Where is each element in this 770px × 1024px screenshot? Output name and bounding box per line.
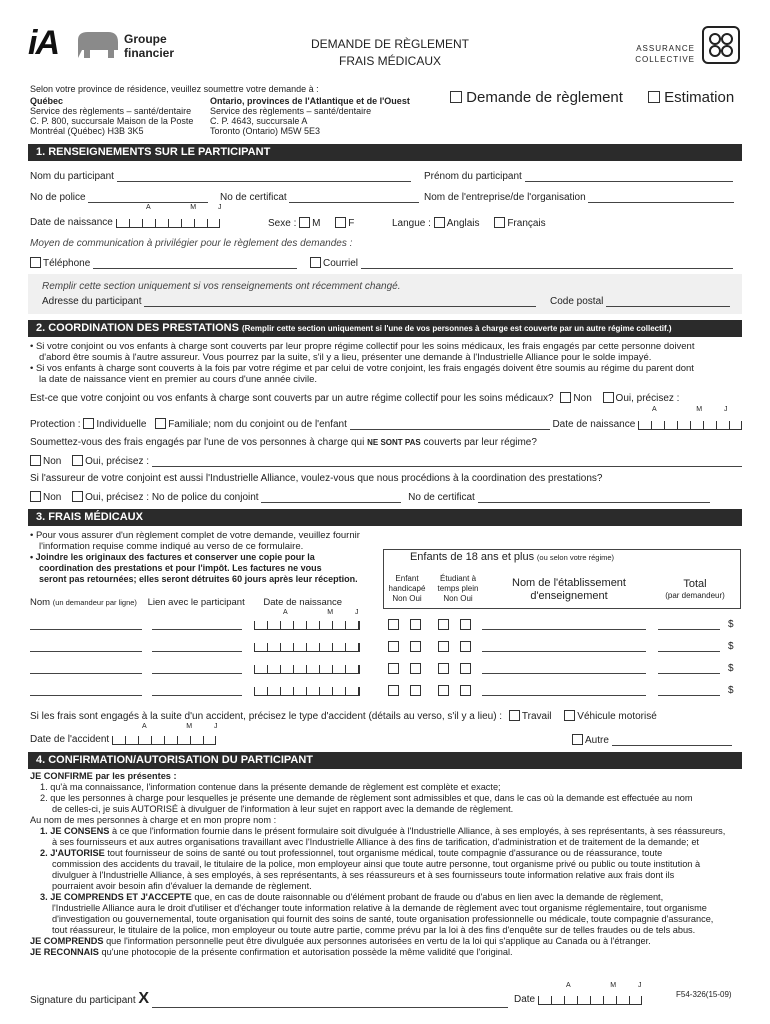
vehicule-checkbox[interactable] xyxy=(564,710,575,721)
telephone-row xyxy=(30,257,297,269)
entreprise-row xyxy=(424,192,734,203)
protection-label: Protection : xyxy=(30,419,81,430)
enfants-title: Enfants de 18 ans et plus xyxy=(409,551,535,563)
q2-non-label: Non xyxy=(43,456,62,467)
q1-oui-checkbox[interactable] xyxy=(603,392,614,403)
handicape-oui-checkbox[interactable] xyxy=(410,641,421,652)
etudiant-non-checkbox[interactable] xyxy=(438,685,449,696)
courriel-row xyxy=(310,257,733,269)
q3-answer-row xyxy=(30,491,710,503)
travail-label: Travail xyxy=(521,711,552,722)
on-title: Ontario, provinces de l'Atlantique et de l'Ouest xyxy=(210,96,410,106)
certif-field[interactable] xyxy=(289,194,419,203)
logo-line1: Groupe xyxy=(124,32,167,46)
expense-dob-field[interactable] xyxy=(254,643,360,652)
dob-m: M xyxy=(190,204,197,211)
dollar-sign: $ xyxy=(728,619,734,630)
langue-label: Langue : xyxy=(392,218,431,229)
expense-total-field[interactable] xyxy=(658,643,720,652)
entreprise-label: Nom de l'entreprise/de l'organisation xyxy=(424,192,586,203)
section2-title: 2. COORDINATION DES PRESTATIONS xyxy=(36,322,239,334)
au-nom-label: Au nom de mes personnes à charge et en mon propre nom : xyxy=(30,815,277,825)
q2-label-a: Soumettez-vous des frais engagés par l'une de vos personnes à charge qui xyxy=(30,437,368,448)
title-line1: DEMANDE DE RÈGLEMENT xyxy=(310,37,470,51)
q2-oui-label: Oui, précisez : xyxy=(85,456,150,467)
expense-nom-field[interactable] xyxy=(30,621,142,630)
prot-m: M xyxy=(696,406,703,413)
expense-nom-field[interactable] xyxy=(30,665,142,674)
q1-row xyxy=(30,392,679,404)
estimation-label: Estimation xyxy=(664,89,735,106)
consent-1: 1. JE CONSENS à ce que l'information fournie dans le présent formulaire soit divulguée à l'Industrielle Alliance, à ses employés, à ses représentants, à ses réassureurs, xyxy=(40,826,726,836)
q3-certif-label: No de certificat xyxy=(408,492,475,503)
courriel-checkbox[interactable] xyxy=(310,257,321,268)
code-label: Code postal xyxy=(550,296,604,307)
badge-line1: ASSURANCE xyxy=(636,44,695,53)
badge-line2: COLLECTIVE xyxy=(635,55,695,64)
on-line2: C. P. 4643, succursale A xyxy=(210,116,308,126)
s2-bullet2: • Si vos enfants à charge sont couverts à la fois par votre régime et par celui de votre conjoint, les frais engagés doivent être soumis au régime du parent dont xyxy=(30,363,694,374)
s3-bullets xyxy=(30,530,390,585)
prot-amj-header xyxy=(652,406,728,413)
handicape-non-checkbox[interactable] xyxy=(388,619,399,630)
adresse-row xyxy=(42,296,536,307)
qc-line1: Service des règlements – santé/dentaire xyxy=(30,106,192,116)
address-quebec xyxy=(30,96,193,136)
code-field[interactable] xyxy=(606,298,730,307)
telephone-label: Téléphone xyxy=(43,258,91,269)
s2-bullet1: • Si votre conjoint ou vos enfants à charge sont couverts par leur propre régime collectif pour les soins médicaux, les frais engagés par cette personne doivent xyxy=(30,341,695,352)
etudiant-oui-checkbox[interactable] xyxy=(460,619,471,630)
remplir-note: Remplir cette section uniquement si vos renseignements ont récemment changé. xyxy=(42,281,401,292)
adresse-field[interactable] xyxy=(144,298,536,307)
qc-line3: Montréal (Québec) H3B 3K5 xyxy=(30,126,144,136)
confirme-label: JE CONFIRME par les présentes : xyxy=(30,771,177,781)
date-accident-label: Date de l'accident xyxy=(30,734,110,745)
s3-bullet2-cont2: seront pas retournées; elles seront détruites 60 jours après leur réception. xyxy=(39,574,358,584)
autre-row xyxy=(572,734,732,746)
etudiant-oui-checkbox[interactable] xyxy=(460,663,471,674)
expense-row xyxy=(30,687,742,701)
expense-lien-field[interactable] xyxy=(152,687,242,696)
handicape-oui-checkbox[interactable] xyxy=(410,685,421,696)
s3-bullet1-cont: l'information requise comme indiqué au verso de ce formulaire. xyxy=(39,541,304,552)
prot-dob-label: Date de naissance xyxy=(552,419,636,430)
dob-j: J xyxy=(218,204,222,211)
certif-conjoint-field[interactable] xyxy=(478,494,710,503)
q2-label-c: couverts par leur régime? xyxy=(420,437,537,448)
telephone-field[interactable] xyxy=(93,260,297,269)
nom-field[interactable] xyxy=(117,173,411,182)
accident-row xyxy=(30,710,657,722)
qc-line2: C. P. 800, succursale Maison de la Poste xyxy=(30,116,194,126)
familiale-checkbox[interactable] xyxy=(155,418,166,429)
q3-row xyxy=(30,473,602,484)
estimation-checkbox[interactable] xyxy=(648,91,660,103)
s3-lien-label: Lien avec le participant xyxy=(147,597,245,608)
s3-amj-header: A M J xyxy=(283,609,359,616)
certif-label: No de certificat xyxy=(220,192,287,203)
q2-oui-checkbox[interactable] xyxy=(72,455,83,466)
q1-non-label: Non xyxy=(573,393,592,404)
form-title xyxy=(290,36,490,70)
expense-etab-field[interactable] xyxy=(482,665,646,674)
s2-bullet2-cont: la date de naissance vient en premier au cours d'une année civile. xyxy=(39,374,318,385)
moyen-label: Moyen de communication à privilégier pour le règlement des demandes : xyxy=(30,238,353,249)
expense-lien-field[interactable] xyxy=(152,665,242,674)
consent-2: 2. J'AUTORISE tout fournisseur de soins de santé ou tout professionnel, tout organisme médical, toute compagnie d'assurance ou de réassurance, toute xyxy=(40,848,663,858)
sexe-row xyxy=(268,217,354,229)
expense-total-field[interactable] xyxy=(658,687,720,696)
on-line1: Service des règlements – santé/dentaire xyxy=(210,106,372,116)
q3-oui-checkbox[interactable] xyxy=(72,491,83,502)
expense-etab-field[interactable] xyxy=(482,621,646,630)
sexe-m-checkbox[interactable] xyxy=(299,217,310,228)
certif-row xyxy=(220,192,419,203)
expense-nom-field[interactable] xyxy=(30,687,142,696)
expense-etab-field[interactable] xyxy=(482,643,646,652)
consent-2-cont1: commission des accidents du travail, le titulaire de la police, mon employeur ainsi que toute autre personne, tout organisme privé ou public ou toute institution à xyxy=(52,859,701,869)
on-line3: Toronto (Ontario) M5W 5E3 xyxy=(210,126,321,136)
sig-date-field[interactable] xyxy=(538,996,642,1005)
prenom-field[interactable] xyxy=(525,173,733,182)
naissance-label: Date de naissance xyxy=(30,217,113,228)
logo xyxy=(28,26,178,66)
signature-label: Signature du participant xyxy=(30,995,136,1006)
q3-oui-label: Oui, précisez : No de police du conjoint xyxy=(85,492,259,503)
confirm-2-cont: de celles-ci, je suis AUTORISÉ à divulguer de l'information à leur sujet en rapport avec la demande de règlement. xyxy=(52,804,514,814)
expense-dob-field[interactable] xyxy=(254,687,360,696)
consent-2-cont2: divulguer à l'Industrielle Alliance, à ses employés, à ses représentants, à ses réassureurs et à ses fournisseurs toute information relative aux frais dont ils xyxy=(52,870,675,880)
q2-label-b: NE SONT PAS xyxy=(367,438,421,447)
prot-a: A xyxy=(652,406,657,413)
qc-title: Québec xyxy=(30,96,64,106)
etudiant-non-checkbox[interactable] xyxy=(438,641,449,652)
autre-label: Autre xyxy=(585,735,609,746)
autre-field[interactable] xyxy=(612,737,732,746)
expense-lien-field[interactable] xyxy=(152,621,242,630)
police-conjoint-field[interactable] xyxy=(261,494,401,503)
handicape-non-checkbox[interactable] xyxy=(388,685,399,696)
s2-bullets xyxy=(30,341,742,385)
s3-nom-label: Nom xyxy=(30,597,51,608)
signature-field[interactable] xyxy=(152,996,508,1008)
s3-bullet2: • Joindre les originaux des factures et conserver une copie pour la xyxy=(30,552,315,562)
travail-checkbox[interactable] xyxy=(509,710,520,721)
confirm-1: 1. qu'à ma connaissance, l'information contenue dans la présente demande de règlement est complète et exacte; xyxy=(40,782,501,792)
consent-3-cont2: d'investigation ou gouvernemental, toute organisation qui fournit des soins de santé, toute organisation professionnelle ou médicale, toute compagnie d'assurance, xyxy=(52,914,714,924)
nom-label: Nom du participant xyxy=(30,171,114,182)
expense-total-field[interactable] xyxy=(658,665,720,674)
title-line2: FRAIS MÉDICAUX xyxy=(338,54,441,68)
q3-non-label: Non xyxy=(43,492,62,503)
handicape-oui-checkbox[interactable] xyxy=(410,663,421,674)
q2-non-checkbox[interactable] xyxy=(30,455,41,466)
q2-row xyxy=(30,437,537,448)
logo-line2: financier xyxy=(124,46,175,60)
q3-non-checkbox[interactable] xyxy=(30,491,41,502)
sig-date-row xyxy=(514,994,642,1005)
type-estimation[interactable] xyxy=(648,89,734,106)
individuelle-checkbox[interactable] xyxy=(83,418,94,429)
sig-amj-header: A M J xyxy=(566,982,642,989)
s3-nom-note: (un demandeur par ligne) xyxy=(52,598,137,607)
prenom-label: Prénom du participant xyxy=(424,171,522,182)
etudiant-non-checkbox[interactable] xyxy=(438,663,449,674)
sexe-f-label: F xyxy=(348,218,355,229)
sexe-label: Sexe : xyxy=(268,218,297,229)
courriel-field[interactable] xyxy=(361,260,733,269)
prenom-row xyxy=(424,171,733,182)
prot-j: J xyxy=(724,406,728,413)
demande-checkbox[interactable] xyxy=(450,91,462,103)
date-accident-row xyxy=(30,734,216,745)
expense-lien-field[interactable] xyxy=(152,643,242,652)
sexe-m-label: M xyxy=(312,218,321,229)
naissance-row xyxy=(30,217,220,228)
signature-row xyxy=(30,990,508,1008)
section2-header xyxy=(28,320,742,337)
elephant-icon xyxy=(74,30,120,60)
enfants-header xyxy=(383,551,641,563)
s2-bullet1-cont: d'abord être soumis à l'autre assureur. Vous pourrez par la suite, s'il y a lieu, présenter une demande à l'Industrielle Alliance pour le solde impayé. xyxy=(39,352,652,363)
change-box xyxy=(28,274,742,314)
type-demande[interactable] xyxy=(450,89,623,106)
expense-dob-field[interactable] xyxy=(254,665,360,674)
sexe-f-checkbox[interactable] xyxy=(335,217,346,228)
s3-date-label: Date de naissance xyxy=(263,597,343,608)
handicape-oui-checkbox[interactable] xyxy=(410,619,421,630)
comprends: JE COMPRENDS que l'information personnelle peut être divulguée aux personnes autorisées en vertu de la loi qui s'applique au Canada ou à l'étranger. xyxy=(30,936,651,946)
naissance-field[interactable] xyxy=(116,219,220,228)
prot-dob-field[interactable] xyxy=(638,421,742,430)
enfants-note: (ou selon votre régime) xyxy=(536,553,615,562)
anglais-checkbox[interactable] xyxy=(434,217,445,228)
consent-2-cont3: pourraient avoir besoin afin d'évaluer la demande de règlement. xyxy=(52,881,312,891)
q2-precisez-field[interactable] xyxy=(152,458,742,467)
protection-row xyxy=(30,418,742,430)
entreprise-field[interactable] xyxy=(588,194,734,203)
handicape-non-checkbox[interactable] xyxy=(388,663,399,674)
consent-3-cont1: l'Industrielle Alliance aura le droit d'utiliser et d'échanger toute information relative à la demande de règlement avec tout organisme réglementaire, tout organisme xyxy=(52,903,707,913)
expense-row xyxy=(30,621,742,635)
expense-nom-field[interactable] xyxy=(30,643,142,652)
francais-checkbox[interactable] xyxy=(494,217,505,228)
etudiant-oui-checkbox[interactable] xyxy=(460,685,471,696)
individuelle-label: Individuelle xyxy=(96,419,147,430)
code-row xyxy=(550,296,730,307)
dollar-sign: $ xyxy=(728,663,734,674)
reconnais: JE RECONNAIS qu'une photocopie de la présente confirmation et autorisation possède la même validité que l'original. xyxy=(30,947,513,957)
q2-answer-row xyxy=(30,455,742,467)
expense-dob-field[interactable] xyxy=(254,621,360,630)
total-col: Total (par demandeur) xyxy=(665,578,725,600)
address-ontario xyxy=(210,96,410,136)
dollar-sign: $ xyxy=(728,685,734,696)
etudiant-col: Étudiant à temps plein Non Oui xyxy=(437,574,479,603)
dob-a: A xyxy=(146,204,151,211)
confirm-2: 2. que les personnes à charge pour lesquelles je présente une demande de règlement sont admissibles et que, dans le cas où la demande est effectuée au nom xyxy=(40,793,693,803)
adresse-label: Adresse du participant xyxy=(42,296,142,307)
accident-amj-header: A M J xyxy=(142,723,218,730)
group-icon xyxy=(702,26,740,64)
francais-label: Français xyxy=(507,218,546,229)
sig-date-label: Date xyxy=(514,994,536,1005)
demande-label: Demande de règlement xyxy=(466,89,623,106)
consent-3: 3. JE COMPRENDS ET J'ACCEPTE que, en cas de doute raisonnable ou d'élément probant de fraude ou d'abus en lien avec la demande de règlement, xyxy=(40,892,664,902)
langue-row xyxy=(392,217,546,229)
expense-total-field[interactable] xyxy=(658,621,720,630)
consent-1-cont: à ses fournisseurs et aux autres organisations travaillant avec l'Industrielle Alliance à des fins de tarification, d'administration et de traitement de la demande; et xyxy=(52,837,699,847)
vehicule-label: Véhicule motorisé xyxy=(577,711,657,722)
s3-bullet1: • Pour vous assurer d'un règlement complet de votre demande, veuillez fournir xyxy=(30,530,360,541)
police-row xyxy=(30,192,208,203)
section2-note: (Remplir cette section uniquement si l'une de vos personnes à charge est couverte par un autre régime collectif.) xyxy=(241,324,672,333)
s3-bullet2-cont1: coordination des prestations et pour l'impôt. Les factures ne vous xyxy=(39,563,322,573)
s3-col-headers xyxy=(30,597,342,608)
q1-label: Est-ce que votre conjoint ou vos enfants à charge sont couverts par un autre régime collectif pour les soins médicaux? xyxy=(30,393,554,404)
signature-x: X xyxy=(138,990,150,1007)
dob-amj-header xyxy=(146,204,222,211)
expense-etab-field[interactable] xyxy=(482,687,646,696)
enfant-handicape-col: Enfant handicapé Non Oui xyxy=(388,574,426,603)
q3-label: Si l'assureur de votre conjoint est aussi l'Industrielle Alliance, voulez-vous que nous procédions à la coordination des prestations? xyxy=(30,473,603,484)
etab-col: Nom de l'établissement d'enseignement xyxy=(512,577,626,602)
familiale-label: Familiale; nom du conjoint ou de l'enfant xyxy=(168,419,347,430)
logo-mark: iA xyxy=(28,24,58,62)
police-label: No de police xyxy=(30,192,86,203)
conjoint-name-field[interactable] xyxy=(350,421,550,430)
q1-oui-label: Oui, précisez : xyxy=(615,393,680,404)
s4-text xyxy=(30,771,742,958)
expense-row xyxy=(30,665,742,679)
telephone-checkbox[interactable] xyxy=(30,257,41,268)
date-accident-field[interactable] xyxy=(112,736,216,745)
dollar-sign: $ xyxy=(728,641,734,652)
expense-row xyxy=(30,643,742,657)
form-number: F54-326(15-09) xyxy=(676,990,732,999)
etudiant-oui-checkbox[interactable] xyxy=(460,641,471,652)
section3-header: 3. FRAIS MÉDICAUX xyxy=(28,509,742,526)
nom-row xyxy=(30,171,411,182)
police-field[interactable] xyxy=(88,194,208,203)
section1-header: 1. RENSEIGNEMENTS SUR LE PARTICIPANT xyxy=(28,144,742,161)
assurance-badge xyxy=(630,43,695,65)
consent-3-cont3: tout réassureur, le titulaire de la police, mon employeur ou toute autre partie, comme prévu par la loi à des fins d'enquête sur de telles fraudes ou de tels abus. xyxy=(52,925,696,935)
accident-label: Si les frais sont engagés à la suite d'un accident, précisez le type d'accident (détails au verso, s'il y a lieu) : xyxy=(30,711,503,722)
q1-non-checkbox[interactable] xyxy=(560,392,571,403)
autre-checkbox[interactable] xyxy=(572,734,583,745)
address-intro: Selon votre province de résidence, veuillez soumettre votre demande à : xyxy=(30,84,319,94)
etudiant-non-checkbox[interactable] xyxy=(438,619,449,630)
courriel-label: Courriel xyxy=(323,258,359,269)
handicape-non-checkbox[interactable] xyxy=(388,641,399,652)
section4-header: 4. CONFIRMATION/AUTORISATION DU PARTICIPANT xyxy=(28,752,742,769)
anglais-label: Anglais xyxy=(446,218,480,229)
